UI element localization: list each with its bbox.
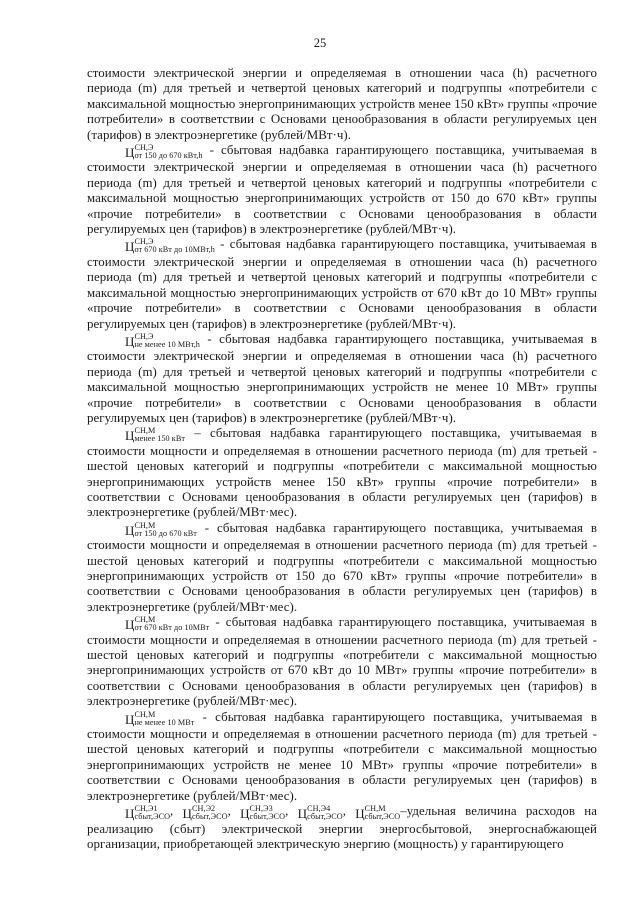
symbol-separator: , [227, 804, 241, 819]
symbol-letter: Ц [125, 806, 135, 822]
intro-paragraph: стоимости электрической энергии и определяемая в отношении часа (h) расчетного периода (m) для третьей и четвертой ценовых категорий и подгруппы «потребители с максимальной мощностью энергопринимающих устройств менее 150 кВт» группы «прочие потребители» в соответствии с Основами ценообразования в области регулируемых цен (тарифов) в электроэнергетике (рублей/МВт·ч). [87, 66, 597, 142]
symbol-letter: Ц [125, 522, 135, 538]
symbol-indices [134, 238, 214, 254]
symbol-indices [192, 805, 228, 821]
symbol-indices [307, 805, 343, 821]
symbol-superscript: СН,Э [134, 237, 154, 247]
formula-symbol [240, 804, 286, 822]
definition-text: - сбытовая надбавка гарантирующего поставщика, учитываемая в стоимости мощности и определяемая в отношении расчетного периода (m) для третьей - шестой ценовых категорий и подгруппы «потребители с максимальной мощностью энергопринимающих устройств не менее 10 МВт» группы «прочие потребители» в соответствии с Основами ценообразования в области регулируемых цен (тарифов) в электроэнергетике (рублей/МВт·мес). [87, 709, 597, 803]
symbol-letter: Ц [125, 239, 135, 255]
symbol-letter: Ц [125, 617, 135, 633]
formula-symbol [355, 804, 401, 822]
definition-paragraph [87, 426, 597, 520]
page-number: 25 [313, 36, 327, 50]
formula-symbol [125, 237, 215, 255]
symbol-subscript: не менее 10 МВт [134, 717, 195, 727]
symbol-superscript: СН,Э1 [134, 804, 158, 814]
symbol-separator: , [285, 804, 298, 819]
symbol-letter: Ц [297, 806, 308, 822]
symbol-letter: Ц [125, 428, 135, 444]
symbol-subscript: от 150 до 670 кВт [134, 528, 197, 538]
definition-text: – сбытовая надбавка гарантирующего поставщика, учитываемая в стоимости мощности и определяемая в отношении расчетного периода (m) для третьей - шестой ценовых категорий и подгруппы «потребители с максимальной мощностью энергопринимающих устройств менее 150 кВт» группы «прочие потребители» в соответствии с Основами ценообразования в области регулируемых цен (тарифов) в электроэнергетике (рублей/МВт·мес). [87, 426, 597, 520]
symbol-subscript: сбыт,ЭСО [192, 812, 228, 822]
formula-symbol [125, 426, 185, 444]
symbol-superscript: СН,М [134, 520, 156, 530]
formula-symbol [125, 709, 195, 727]
formula-symbol [297, 804, 343, 822]
definition-paragraph [87, 521, 597, 615]
symbol-subscript: сбыт,ЭСО [249, 812, 286, 822]
symbol-indices [250, 805, 286, 821]
symbol-indices [134, 711, 194, 727]
symbol-subscript: от 670 кВт до 10МВт,h [134, 245, 215, 255]
formula-symbol [182, 804, 228, 822]
formula-symbol [125, 143, 203, 161]
definition-text: - сбытовая надбавка гарантирующего поставщика, учитываемая в стоимости мощности и определяемая в отношении расчетного периода (m) для третьей - шестой ценовых категорий и подгруппы «потребители с максимальной мощностью энергопринимающих устройств от 670 кВт до 10 МВт» группы «прочие потребители» в соответствии с Основами ценообразования в области регулируемых цен (тарифов) в электроэнергетике (рублей/МВт·мес). [87, 615, 597, 709]
formula-symbol [125, 331, 200, 349]
definition-text: - сбытовая надбавка гарантирующего поставщика, учитываемая в стоимости электрической энергии и определяемая в отношении часа (h) расчетного периода (m) для третьей и четвертой ценовых категорий и подгруппы «потребители с максимальной мощностью энергопринимающих устройств от 670 кВт до 10 МВт» группы «прочие потребители» в соответствии с Основами ценообразования в области регулируемых цен (тарифов) в электроэнергетике (рублей/МВт·ч). [87, 237, 597, 331]
symbol-subscript: сбыт,ЭСО [134, 812, 171, 822]
symbol-letter: Ц [240, 806, 250, 822]
symbol-letter: Ц [125, 333, 135, 349]
definition-text: - сбытовая надбавка гарантирующего поставщика, учитываемая в стоимости электрической энергии и определяемая в отношении часа (h) расчетного периода (m) для третьей и четвертой ценовых категорий и подгруппы «потребители с максимальной мощностью энергопринимающих устройств не менее 10 МВт» группы «прочие потребители» в соответствии с Основами ценообразования в области регулируемых цен (тарифов) в электроэнергетике (рублей/МВт·ч). [87, 331, 597, 425]
symbol-superscript: СН,М [364, 804, 386, 814]
definition-paragraph [87, 143, 597, 237]
formula-symbol [125, 615, 210, 633]
symbol-subscript: от 150 до 670 кВт,h [134, 151, 203, 161]
symbol-superscript: СН,Э [134, 331, 154, 341]
symbol-subscript: от 670 кВт до 10МВт [134, 623, 210, 633]
symbol-indices [134, 144, 202, 160]
symbol-subscript: сбыт,ЭСО [307, 812, 343, 822]
definition-text: –удельная величина расходов на реализацию (сбыт) электрической энергии энергосбытовой, энергоснабжающей организации, приобретающей электрическую энергию (мощность) у гарантирующего [87, 804, 597, 851]
symbol-indices [134, 333, 200, 349]
symbol-subscript: менее 150 кВт [134, 434, 185, 444]
symbol-indices [365, 805, 401, 821]
formula-symbol [125, 804, 171, 822]
definition-paragraph [87, 237, 597, 331]
symbol-indices [134, 805, 170, 821]
document-body [87, 66, 597, 852]
symbol-separator: , [170, 804, 183, 819]
definition-paragraph [87, 615, 597, 709]
symbol-superscript: СН,Э4 [307, 804, 331, 814]
symbol-letter: Ц [125, 145, 135, 161]
definition-text: - сбытовая надбавка гарантирующего поставщика, учитываемая в стоимости электрической энергии и определяемая в отношении часа (h) расчетного периода (m) для третьей и четвертой ценовых категорий и подгруппы «потребители с максимальной мощностью энергопринимающих устройств от 150 до 670 кВт» группы «прочие потребители» в соответствии с Основами ценообразования в области регулируемых цен (тарифов) в электроэнергетике (рублей/МВт·ч). [87, 143, 597, 237]
symbol-superscript: СН,М [134, 709, 156, 719]
formula-symbol [125, 520, 197, 538]
last-definition-paragraph [87, 804, 597, 852]
definitions-list [87, 143, 597, 804]
symbol-indices [134, 616, 209, 632]
symbol-superscript: СН,Э2 [192, 804, 216, 814]
symbol-subscript: сбыт,ЭСО [364, 812, 401, 822]
symbol-indices [134, 522, 196, 538]
symbol-letter: Ц [125, 711, 135, 727]
symbol-separator: , [342, 804, 356, 819]
symbol-letter: Ц [355, 806, 365, 822]
symbol-superscript: СН,М [134, 426, 156, 436]
symbol-superscript: СН,Э [134, 143, 154, 153]
definition-text: - сбытовая надбавка гарантирующего поставщика, учитываемая в стоимости мощности и определяемая в отношении расчетного периода (m) для третьей - шестой ценовых категорий и подгруппы «потребители с максимальной мощностью энергопринимающих устройств от 150 до 670 кВт» группы «прочие потребители» в соответствии с Основами ценообразования в области регулируемых цен (тарифов) в электроэнергетике (рублей/МВт·мес). [87, 520, 597, 614]
definition-paragraph [87, 710, 597, 804]
symbol-letter: Ц [182, 806, 192, 822]
symbol-subscript: не менее 10 МВт,h [134, 339, 200, 349]
definition-paragraph [87, 332, 597, 426]
symbol-superscript: СН,Э3 [249, 804, 273, 814]
symbol-superscript: СН,М [134, 615, 156, 625]
symbol-indices [134, 427, 185, 443]
